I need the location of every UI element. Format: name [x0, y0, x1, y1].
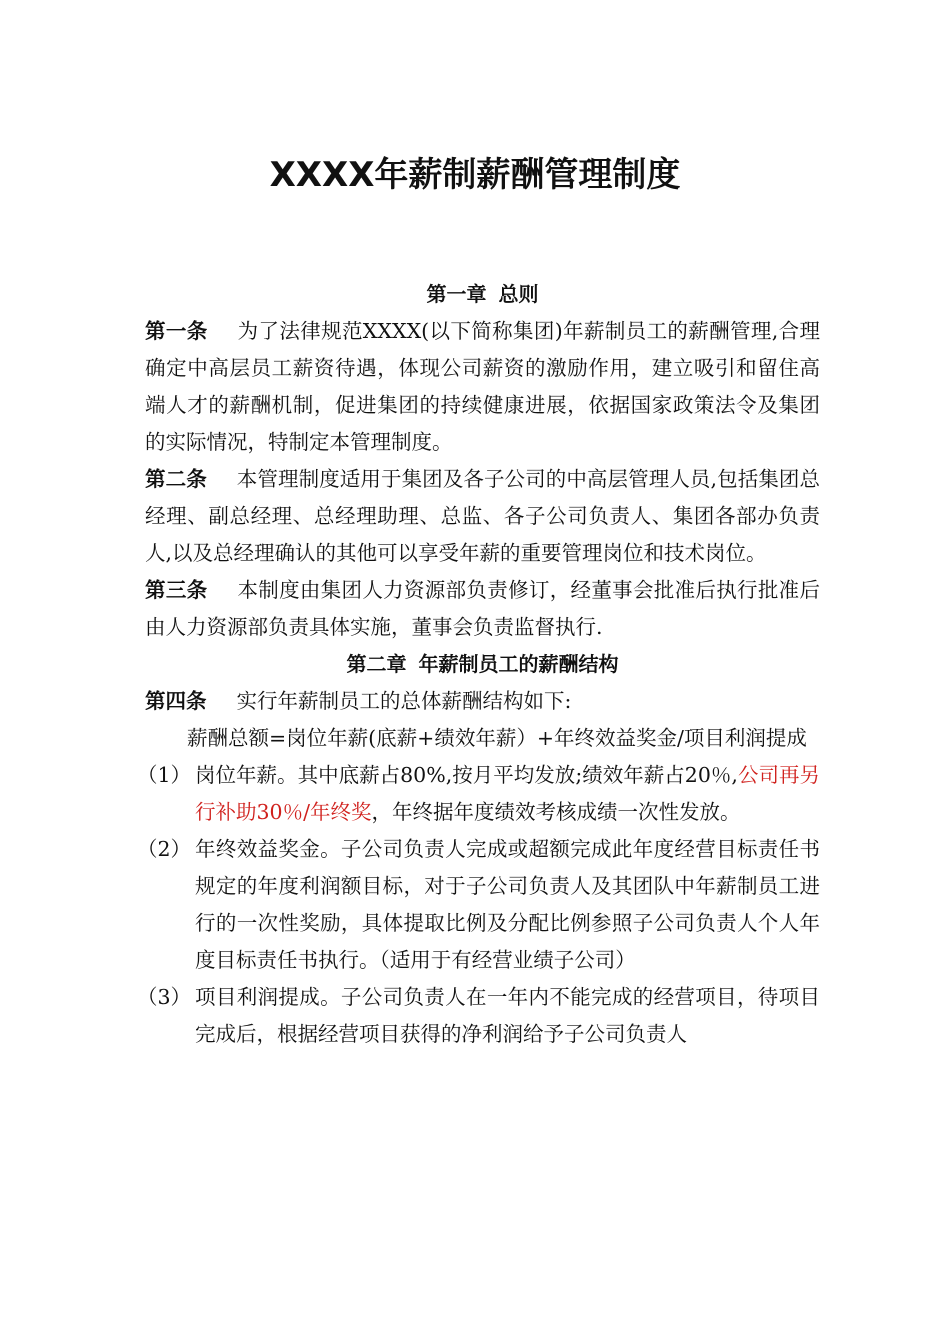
article-4-text: 实行年薪制员工的总体薪酬结构如下: — [236, 689, 572, 713]
chapter-1-heading — [145, 276, 820, 313]
list-item-1-number: （1） — [137, 763, 192, 787]
list-item-1-text — [195, 757, 820, 831]
list-item-2-number: （2） — [137, 837, 192, 861]
article-3-label: 第三条 — [145, 578, 208, 602]
article-4 — [145, 683, 820, 720]
article-3 — [145, 572, 820, 646]
article-3-text: 本制度由集团人力资源部负责修订，经董事会批准后执行批准后由人力资源部负责具体实施，董事会负责监督执行. — [145, 578, 821, 639]
list-item-1-highlight: 公司再另行补助30％/年终奖 — [195, 763, 821, 824]
chapter-2-number: 第二章 — [346, 652, 407, 676]
article-2 — [145, 461, 820, 572]
chapter-2-heading — [145, 646, 820, 683]
document-title: XXXX年薪制薪酬管理制度 — [269, 155, 681, 195]
list-item-1 — [137, 757, 821, 831]
article-1 — [145, 313, 820, 461]
chapter-2-name: 年薪制员工的薪酬结构 — [418, 652, 619, 676]
document-body — [137, 276, 821, 1053]
article-1-label: 第一条 — [145, 319, 208, 343]
list-item-3 — [137, 979, 820, 1053]
list-item-3-number: （3） — [137, 985, 192, 1009]
list-item-2-text: 年终效益奖金。子公司负责人完成或超额完成此年度经营目标责任书规定的年度利润额目标，对于子公司负责人及其团队中年薪制员工进行的一次性奖励，具体提取比例及分配比例参照子公司负责人个人年度目标责任书执行。（适用于有经营业绩子公司） — [195, 837, 820, 972]
salary-formula: 薪酬总额=岗位年薪(底薪+绩效年薪）+年终效益奖金/项目利润提成 — [187, 726, 807, 750]
article-2-text: 本管理制度适用于集团及各子公司的中高层管理人员,包括集团总经理、副总经理、总经理助理、总监、各子公司负责人、集团各部办负责人,以及总经理确认的其他可以享受年薪的重要管理岗位和技术岗位。 — [145, 467, 821, 565]
list-item-1-text-before: 岗位年薪。其中底薪占80%,按月平均发放;绩效年薪占20％, — [195, 763, 738, 787]
list-item-2 — [137, 831, 820, 979]
list-item-3-text: 项目利润提成。子公司负责人在一年内不能完成的经营项目，待项目完成后，根据经营项目获得的净利润给予子公司负责人 — [195, 985, 820, 1046]
chapter-1-name: 总则 — [498, 282, 539, 306]
list-item-1-text-after: ，年终据年度绩效考核成绩一次性发放。 — [371, 800, 741, 824]
article-2-label: 第二条 — [145, 467, 207, 491]
article-4-label: 第四条 — [145, 689, 207, 713]
chapter-1-number: 第一章 — [426, 282, 487, 306]
article-1-text: 为了法律规范XXXX(以下简称集团)年薪制员工的薪酬管理,合理确定中高层员工薪资待遇，体现公司薪资的激励作用，建立吸引和留住高端人才的薪酬机制，促进集团的持续健康进展，依据国家政策法令及集团的实际情况，特制定本管理制度。 — [145, 319, 821, 454]
